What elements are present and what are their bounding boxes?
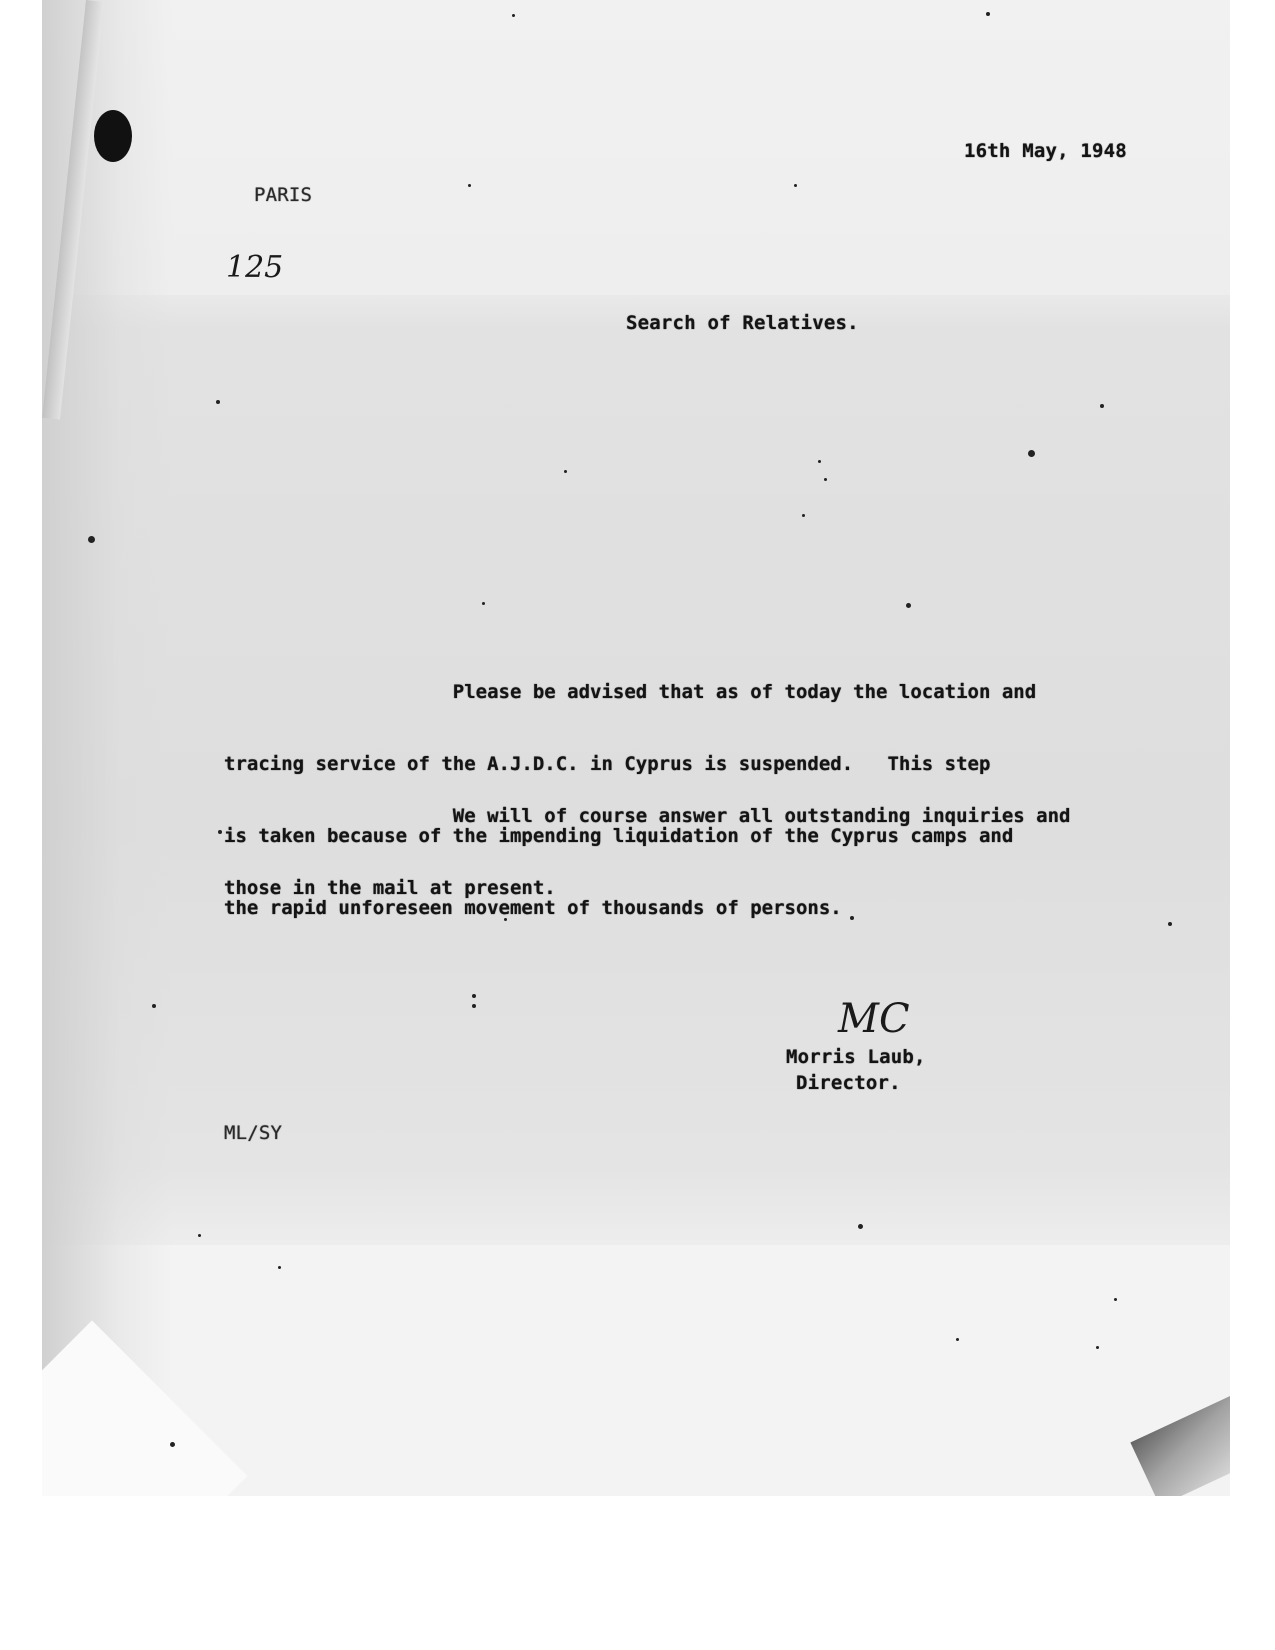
dust-speck — [278, 1266, 281, 1269]
paragraph-line: is taken because of the impending liquidation of the Cyprus camps and — [224, 825, 1014, 847]
dust-speck — [170, 1442, 175, 1447]
signature-initials: MC — [838, 996, 910, 1042]
letter-subject: Search of Relatives. — [626, 312, 859, 334]
dust-speck — [1096, 1346, 1099, 1349]
dust-speck — [198, 1234, 201, 1237]
dust-speck — [986, 12, 990, 16]
paragraph-line: those in the mail at present. — [224, 877, 556, 899]
signatory-title: Director. — [796, 1072, 901, 1094]
dust-speck — [824, 478, 827, 481]
dust-speck — [88, 536, 95, 543]
dust-speck — [216, 400, 220, 404]
dust-speck — [512, 14, 515, 17]
dust-speck — [858, 1224, 863, 1229]
dust-speck — [802, 514, 805, 517]
signatory-name: Morris Laub, — [786, 1046, 926, 1068]
punch-hole — [94, 110, 132, 162]
dust-speck — [152, 1004, 156, 1008]
dust-speck — [1100, 404, 1104, 408]
dust-speck — [472, 994, 476, 998]
paragraph-line: Please be advised that as of today the location and — [224, 681, 1037, 703]
dust-speck — [482, 602, 485, 605]
paragraph-line: the rapid unforeseen movement of thousands of persons. — [224, 897, 842, 919]
body-paragraph-2 — [224, 756, 1070, 924]
dust-speck — [794, 184, 797, 187]
letter-date: 16th May, 1948 — [964, 140, 1127, 162]
reference-initials: ML/SY — [224, 1122, 283, 1144]
dust-speck — [1028, 450, 1035, 457]
dust-speck — [218, 830, 222, 834]
dust-speck — [564, 470, 567, 473]
dust-speck — [818, 460, 821, 463]
paragraph-line: tracing service of the A.J.D.C. in Cyprus is suspended. This step — [224, 753, 991, 775]
paragraph-line: We will of course answer all outstanding inquiries and — [224, 805, 1071, 827]
dust-speck — [472, 1004, 476, 1008]
dust-speck — [1168, 922, 1172, 926]
handwritten-file-number: 125 — [226, 250, 284, 285]
dust-speck — [906, 603, 911, 608]
recipient-city: PARIS — [254, 184, 313, 206]
dust-speck — [956, 1338, 959, 1341]
dust-speck — [1114, 1298, 1117, 1301]
dust-speck — [468, 184, 471, 187]
